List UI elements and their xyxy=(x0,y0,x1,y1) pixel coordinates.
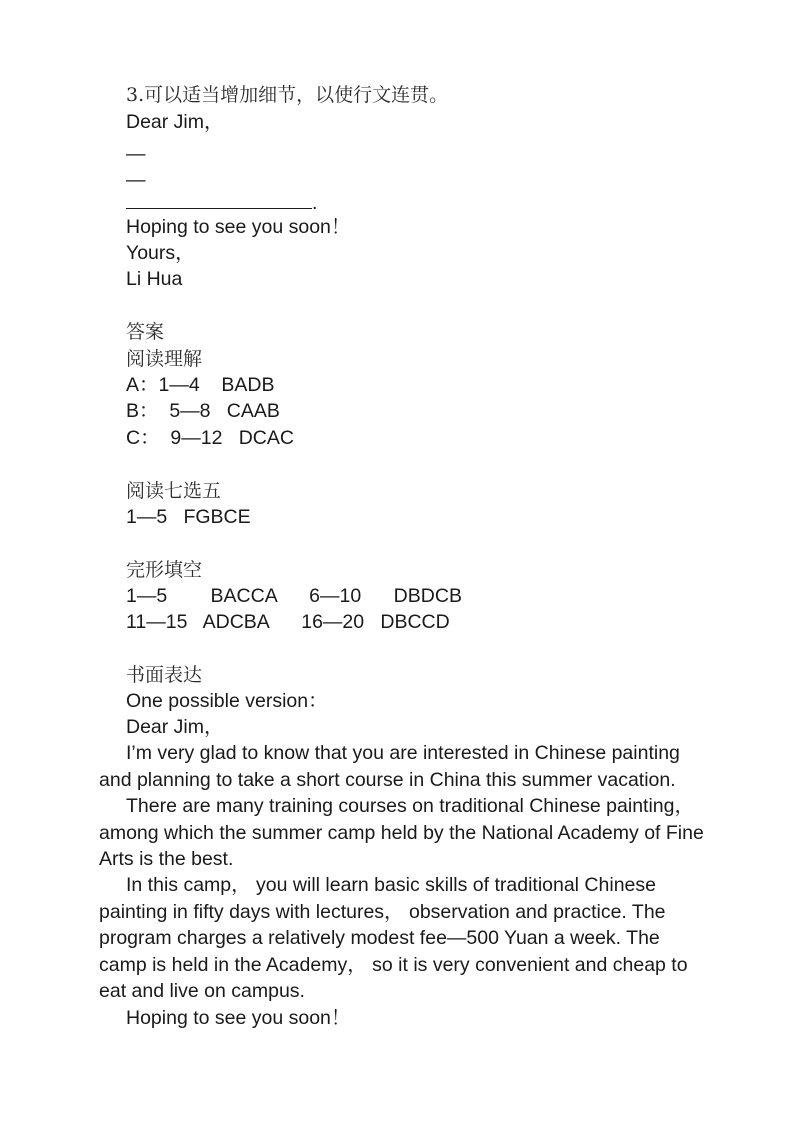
cloze-heading: 完形填空 xyxy=(126,559,203,581)
cloze-answers-line-2: 11—15 ADCBA 16—20 DBCCD xyxy=(126,611,450,633)
writing-paragraph-1: I’m very glad to know that you are interested in Chinese painting and planning to take a short course in China this summer vacation. xyxy=(99,742,680,791)
reading-c-answers: C： 9—12 DCAC xyxy=(126,427,294,449)
answers-heading: 答案 xyxy=(126,321,165,343)
cloze-answers-line-1: 1—5 BACCA 6—10 DBDCB xyxy=(126,585,462,607)
template-dash-1: — xyxy=(126,143,146,165)
writing-closing: Hoping to see you soon！ xyxy=(126,1007,351,1029)
instruction-3: 3.可以适当增加细节，以使行文连贯。 xyxy=(126,84,449,106)
reading-heading: 阅读理解 xyxy=(126,348,203,370)
template-answer-blank xyxy=(126,190,317,216)
reading-b-answers: B： 5—8 CAAB xyxy=(126,400,280,422)
blank-period: . xyxy=(312,192,318,214)
writing-greeting: Dear Jim， xyxy=(126,716,224,738)
reading-a-answers: A：1—4 BADB xyxy=(126,374,275,396)
blank-line xyxy=(126,192,312,209)
seven-five-answers: 1—5 FGBCE xyxy=(126,506,251,528)
template-name: Li Hua xyxy=(126,268,183,290)
template-dash-2: — xyxy=(126,169,146,191)
writing-paragraph-2: There are many training courses on traditional Chinese painting，among which the summer camp held by the National Academy of Fine Arts is the best. xyxy=(99,795,704,870)
template-greeting: Dear Jim， xyxy=(126,111,224,133)
writing-paragraph-3: In this camp， you will learn basic skills of traditional Chinese painting in fifty days with lectures， observation and practice. The program charges a relatively modest fee—500 Yuan a week. The camp is held in the Academy， so it is very convenient and cheap to eat and live on campus. xyxy=(99,874,688,1002)
writing-intro: One possible version： xyxy=(126,690,328,712)
writing-heading: 书面表达 xyxy=(126,664,203,686)
seven-five-heading: 阅读七选五 xyxy=(126,480,222,502)
template-signoff: Yours， xyxy=(126,242,195,264)
template-closing: Hoping to see you soon！ xyxy=(126,216,351,238)
